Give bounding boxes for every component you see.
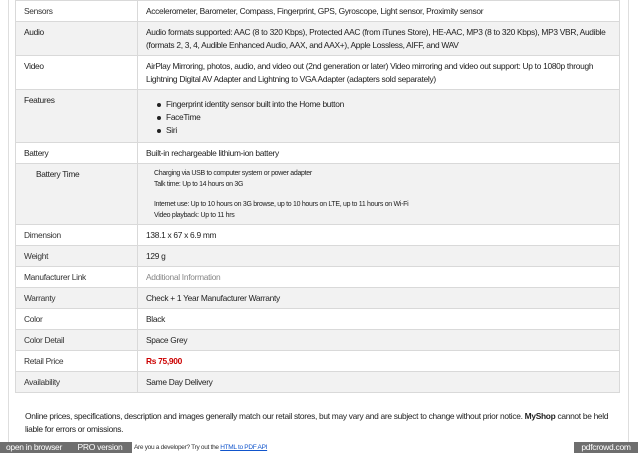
spec-value: AirPlay Mirroring, photos, audio, and video out (2nd generation or later) Video mirroring and video out support: Up to 1080p through Lightning Digital AV Adapter and Lightning to VGA Adapter (adapters sold separately): [138, 56, 620, 90]
page-left-rule: [8, 0, 9, 442]
spec-label: Audio: [16, 22, 138, 56]
table-row: [16, 22, 620, 56]
battery-line: Video playback: Up to 11 hrs: [154, 212, 235, 219]
table-row: [16, 90, 620, 143]
spec-value: Accelerometer, Barometer, Compass, Fingerprint, GPS, Gyroscope, Light sensor, Proximity sensor: [138, 1, 620, 22]
spec-value: Same Day Delivery: [138, 372, 620, 393]
spec-value: [138, 164, 620, 225]
list-item: FaceTime: [166, 111, 611, 124]
retail-price: Rs 75,900: [146, 356, 182, 366]
spec-value: [138, 351, 620, 372]
developer-note: [134, 442, 267, 453]
spec-value: [138, 267, 620, 288]
footer-bar: [0, 442, 638, 453]
spec-value: Black: [138, 309, 620, 330]
spec-label: Color Detail: [16, 330, 138, 351]
specifications-table: [15, 0, 620, 393]
spec-value: 129 g: [138, 246, 620, 267]
spec-label: Video: [16, 56, 138, 90]
list-item: Fingerprint identity sensor built into the Home button: [166, 98, 611, 111]
disclaimer: [25, 410, 625, 436]
spec-label: Battery: [16, 143, 138, 164]
table-row: [16, 164, 620, 225]
table-row: [16, 372, 620, 393]
spec-value: Built-in rechargeable lithium-ion battery: [138, 143, 620, 164]
table-row: [16, 330, 620, 351]
additional-info-link[interactable]: Additional Information: [146, 272, 221, 282]
table-row: [16, 1, 620, 22]
pro-version-button[interactable]: PRO version: [68, 442, 132, 453]
spec-label: Availability: [16, 372, 138, 393]
page-right-rule: [628, 0, 629, 442]
open-in-browser-button[interactable]: open in browser: [0, 442, 68, 453]
battery-line: Charging via USB to computer system or power adapter: [154, 170, 312, 177]
spec-label: Dimension: [16, 225, 138, 246]
spec-value: Space Grey: [138, 330, 620, 351]
spec-label: Retail Price: [16, 351, 138, 372]
table-row: [16, 309, 620, 330]
spec-value: Check + 1 Year Manufacturer Warranty: [138, 288, 620, 309]
table-row: [16, 351, 620, 372]
spec-value: 138.1 x 67 x 6.9 mm: [138, 225, 620, 246]
spec-label: Sensors: [16, 1, 138, 22]
disclaimer-brand: MyShop: [524, 411, 556, 421]
table-row: [16, 225, 620, 246]
spacer: [146, 190, 611, 199]
developer-note-text: Are you a developer? Try out the: [134, 444, 221, 451]
table-row: [16, 267, 620, 288]
spec-value: Audio formats supported: AAC (8 to 320 Kbps), Protected AAC (from iTunes Store), HE-AAC, MP3 (8 to 320 Kbps), MP3 VBR, Audible (formats 2, 3, 4, Audible Enhanced Audio, AAX, and AAX+), Apple Lossless, AIFF, and WAV: [138, 22, 620, 56]
list-item: Siri: [166, 124, 611, 137]
spec-value: [138, 90, 620, 143]
spec-label: Color: [16, 309, 138, 330]
table-row: [16, 143, 620, 164]
html-to-pdf-api-link[interactable]: HTML to PDF API: [220, 444, 268, 451]
table-row: [16, 56, 620, 90]
spec-label: Weight: [16, 246, 138, 267]
disclaimer-text-end: cannot be held liable for errors or omissions.: [25, 411, 609, 434]
table-row: [16, 288, 620, 309]
table-row: [16, 246, 620, 267]
spec-label: Warranty: [16, 288, 138, 309]
spec-label: Manufacturer Link: [16, 267, 138, 288]
spec-label: Battery Time: [16, 164, 138, 225]
spec-label: Features: [16, 90, 138, 143]
features-list: [146, 98, 611, 137]
battery-line: Talk time: Up to 14 hours on 3G: [154, 181, 244, 188]
disclaimer-text: Online prices, specifications, description and images generally match our retail stores, but may vary and are subject to change without prior notice.: [25, 411, 525, 421]
battery-line: Internet use: Up to 10 hours on 3G browse, up to 10 hours on LTE, up to 11 hours on Wi-Fi: [154, 201, 409, 208]
pdfcrowd-brand-button[interactable]: pdfcrowd.com: [574, 442, 638, 453]
